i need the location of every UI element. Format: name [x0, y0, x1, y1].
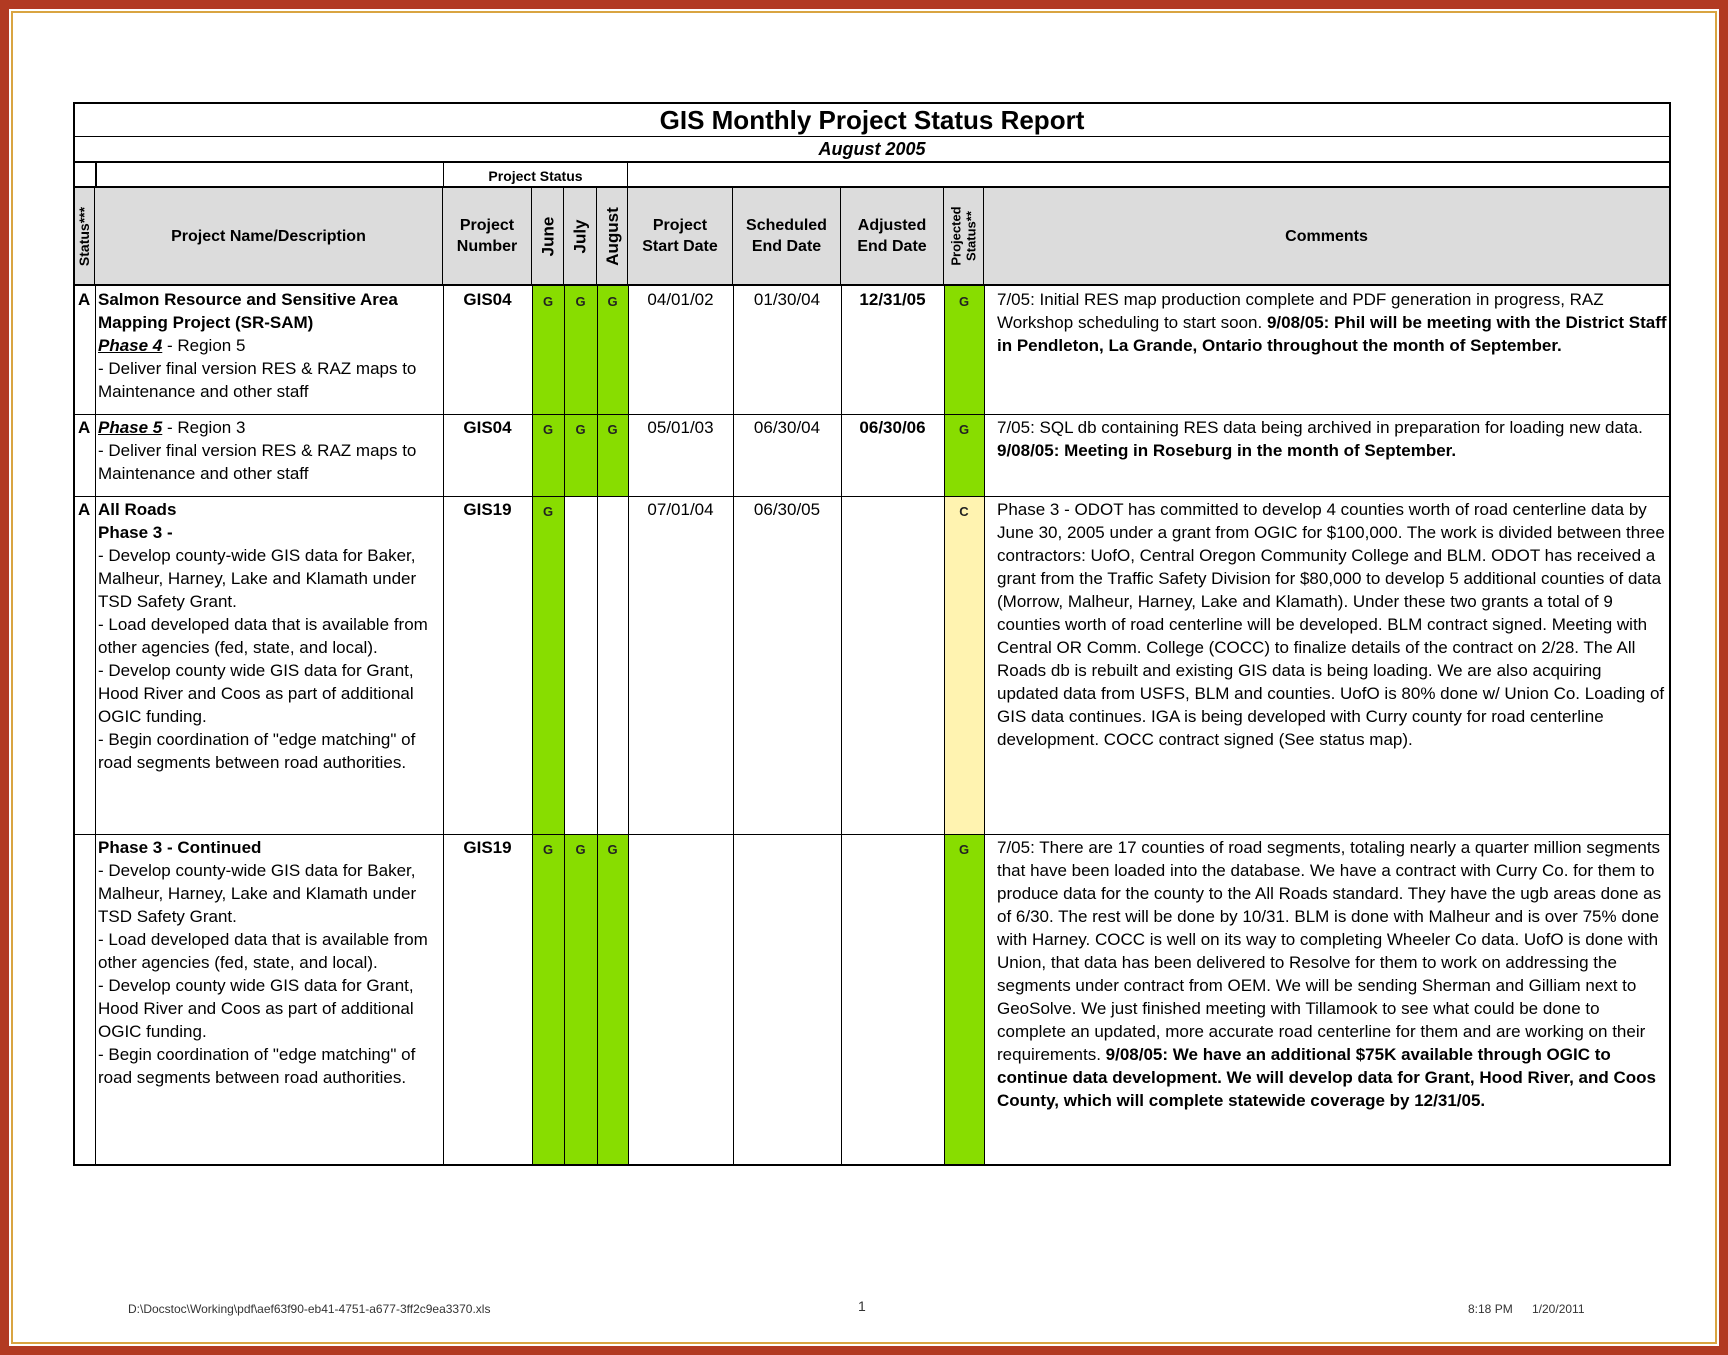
row2-status: A	[78, 418, 91, 437]
row4-july: G	[575, 842, 586, 857]
row4-number: GIS19	[463, 838, 512, 857]
row1-projected: G	[958, 294, 970, 309]
row1-start: 04/01/02	[647, 290, 714, 309]
row2-start: 05/01/03	[647, 418, 714, 437]
projected-fill-1	[944, 286, 984, 496]
row2-description: Phase 5 - Region 3 - Deliver final version RES & RAZ maps to Maintenance and other staff	[98, 418, 417, 483]
row4-projected: G	[958, 842, 970, 857]
row-line	[75, 834, 1669, 835]
header-sched-end: Scheduled End Date	[733, 188, 841, 284]
header-june: June	[532, 188, 564, 284]
row2-july: G	[575, 422, 586, 437]
row1-comment: 7/05: Initial RES map production complete and PDF generation in progress, RAZ Workshop scheduling to start soon. 9/08/05: Phil will be meeting with the District Staff in Pendleton, La Grande, Ontario throughout the month of September.	[997, 290, 1667, 355]
header-comments: Comments	[1285, 227, 1368, 245]
row2-comment: 7/05: SQL db containing RES data being archived in preparation for loading new data. 9/08/05: Meeting in Roseburg in the month of September.	[997, 418, 1643, 460]
header-july: July	[564, 188, 597, 284]
row1-august: G	[607, 294, 618, 309]
col-line	[984, 286, 985, 1164]
row2-june: G	[542, 422, 554, 437]
row-line	[75, 414, 1669, 415]
row3-june: G	[542, 504, 554, 519]
row1-adj-end: 12/31/05	[859, 290, 926, 309]
header-status: Status***	[75, 188, 95, 284]
row1-number: GIS04	[463, 290, 512, 309]
band-divider	[95, 161, 97, 186]
row1-june: G	[542, 294, 554, 309]
row3-comment: Phase 3 - ODOT has committed to develop 4 counties worth of road centerline data by June 30, 2005 under a grant from OGIC for $100,000. The work is divided between three contractors: UofO, Central Oregon Community College and BLM. ODOT has received a grant from the Traffic Safety Division for $80,000 to develop 5 additional counties of data (Morrow, Malheur, Harney, Lake and Klamath). Under these two grants a total of 9 counties worth of road centerline will be developed. BLM contract signed. Meeting with Central OR Comm. College (COCC) to finalize details of the contract on 2/28. The All Roads db is rebuilt and existing GIS data is being loading. We are also acquiring updated data from USFS, BLM and counties. UofO is 80% done w/ Union Co. Loading of GIS data continues. IGA is being developed with Curry county for road centerline development. COCC contract signed (See status map).	[997, 500, 1665, 749]
projected-fill-c	[944, 496, 984, 834]
header-name: Project Name/Description	[95, 188, 443, 284]
header-august: August	[597, 188, 628, 284]
row3-description: All Roads Phase 3 - - Develop county-wide GIS data for Baker, Malheur, Harney, Lake and Klamath under TSD Safety Grant. - Load developed data that is available from other agencies (fed, state, and local). - Develop county wide GIS data for Grant, Hood River and Coos as part of additional OGIC funding. - Begin coordination of "edge matching" of road segments between road authorities.	[98, 500, 428, 772]
footer-date: 1/20/2011	[1532, 1302, 1585, 1316]
row2-sched-end: 06/30/04	[753, 418, 821, 437]
projected-fill-2	[944, 834, 984, 1164]
row4-comment: 7/05: There are 17 counties of road segments, totaling nearly a quarter million segments that have been loaded into the database. We have a contract with Curry Co. for them to produce data for the county to the All Roads standard. They have the ugb areas done as of 6/30. The rest will be done by 10/31. BLM is done with Malheur and is over 75% done with Harney. COCC is well on its way to completing Wheeler Co data. UofO is done with Union, that data has been delivered to Resolve for them to work on addressing the segments under contract from OEM. We will be sending Sherman and Gilliam next to GeoSolve. We just finished meeting with Tillamook to see what could be done to complete an updated, more accurate road centerline for them and are working on their requirements. 9/08/05: We have an additional $75K available through OGIC to continue data development. We will develop data for Grant, Hood River, and Coos County, which will complete statewide coverage by 12/31/05.	[997, 838, 1662, 1110]
report-title: GIS Monthly Project Status Report	[75, 104, 1669, 137]
row1-description: Salmon Resource and Sensitive Area Mapping Project (SR-SAM) Phase 4 - Region 5 - Deliver final version RES & RAZ maps to Maintenance and other staff	[98, 290, 417, 401]
header-adj-end: Adjusted End Date	[841, 188, 944, 284]
row-line	[75, 496, 1669, 497]
header-projected: Projected Status**	[944, 188, 984, 284]
row2-projected: G	[958, 422, 970, 437]
row1-july: G	[575, 294, 586, 309]
footer-page-number: 1	[858, 1298, 866, 1314]
july-fill-1	[564, 286, 597, 496]
row1-status: A	[78, 290, 91, 309]
row3-number: GIS19	[463, 500, 512, 519]
august-fill-1	[597, 286, 628, 496]
project-status-band: Project Status	[443, 161, 628, 186]
july-fill-2	[564, 834, 597, 1164]
row2-august: G	[607, 422, 618, 437]
row1-sched-end: 01/30/04	[753, 290, 821, 309]
row4-description: Phase 3 - Continued - Develop county-wide GIS data for Baker, Malheur, Harney, Lake and Klamath under TSD Safety Grant. - Load developed data that is available from other agencies (fed, state, and local). - Develop county wide GIS data for Grant, Hood River and Coos as part of additional OGIC funding. - Begin coordination of "edge matching" of road segments between road authorities.	[98, 838, 428, 1087]
header-row	[75, 186, 1669, 286]
footer-file-path: D:\Docstoc\Working\pdf\aef63f90-eb41-4751-a677-3ff2c9ea3370.xls	[128, 1302, 491, 1316]
footer-time: 8:18 PM	[1468, 1302, 1513, 1316]
header-start: Project Start Date	[628, 188, 733, 284]
band-line	[75, 161, 1669, 186]
row4-august: G	[607, 842, 618, 857]
row2-adj-end: 06/30/06	[859, 418, 926, 437]
row3-start: 07/01/04	[647, 500, 714, 519]
col-line	[95, 286, 96, 1164]
row3-projected: C	[959, 504, 969, 519]
row4-june: G	[542, 842, 554, 857]
row3-status: A	[78, 500, 91, 519]
report-subtitle: August 2005	[818, 139, 926, 159]
header-number: Project Number	[443, 188, 532, 284]
row2-number: GIS04	[463, 418, 512, 437]
row3-sched-end: 06/30/05	[753, 500, 821, 519]
report-sheet	[73, 102, 1671, 1166]
august-fill-2	[597, 834, 628, 1164]
